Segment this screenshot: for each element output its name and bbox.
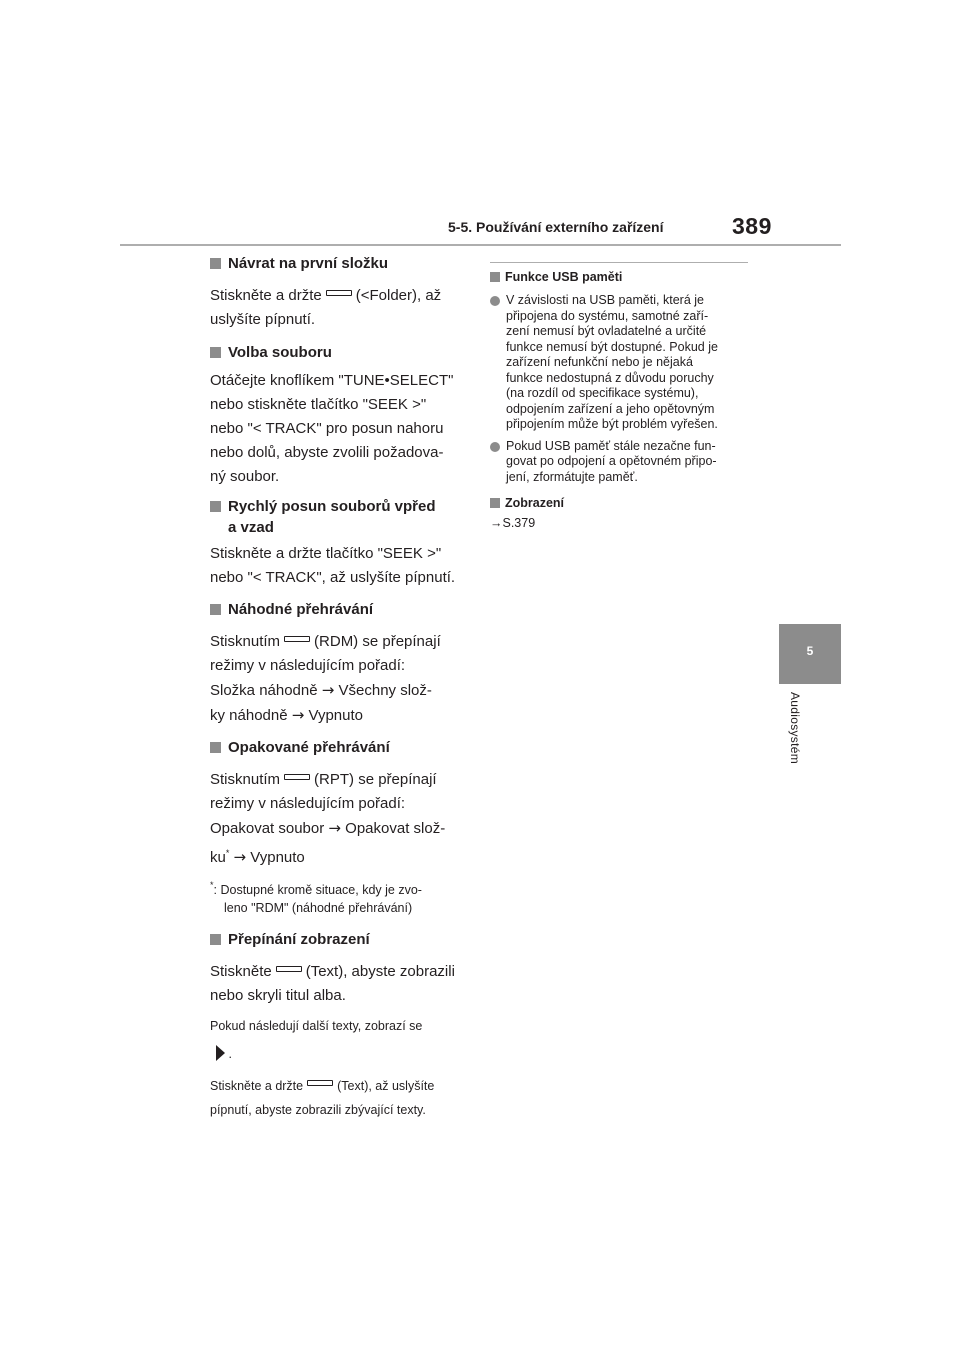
chapter-number: 5: [806, 644, 814, 658]
text-repeat-play: Stisknutím (RPT) se přepínají režimy v následujícím pořadí: Opakovat soubor → Opakovat slož- ku* → Vypnuto: [210, 771, 446, 866]
bullet-usb-compat: V závislosti na USB paměti, která je připojena do systému, samotné zaří- zení nemusí být ovladatelné a určité funkce nemusí být dostupné. Pokud je zařízení nefunkční nebo je nějaká funkce nedostupná z důvodu poruchy (na rozdíl od specifikace systému), odpojením zařízení a jeho opětovným připojením může být problém vyřešen.: [490, 293, 750, 433]
note-hold-text: Stiskněte a držte (Text), až uslyšíte pípnutí, abyste zobrazili zbývající texty.: [210, 1079, 435, 1117]
section-title: 5-5. Používání externího zařízení: [448, 219, 664, 235]
chapter-tab: [779, 624, 841, 684]
bullet-usb-format: Pokud USB paměť stále nezačne fun- govat po odpojení a opětovném připo- jení, zformátujte paměť.: [490, 439, 750, 486]
chapter-label: Audiosystém: [788, 692, 802, 764]
square-bullet-icon: [210, 604, 221, 615]
arrow-icon: →: [321, 681, 335, 699]
text-fast-forward: Stiskněte a držte tlačítko "SEEK >" nebo "< TRACK", až uslyšíte pípnutí.: [210, 545, 456, 586]
circle-bullet-icon: [490, 296, 500, 306]
button-icon: [284, 774, 310, 780]
heading-first-folder: Návrat na první složku: [210, 253, 468, 274]
footnote: *: Dostupné kromě situace, kdy je zvo- leno "RDM" (náhodné přehrávání): [210, 880, 422, 915]
heading-display-switch: Přepínání zobrazení: [210, 929, 468, 950]
page-number: 389: [732, 213, 772, 239]
heading-random-play: Náhodné přehrávání: [210, 599, 468, 620]
square-bullet-icon: [490, 272, 500, 282]
circle-bullet-icon: [490, 442, 500, 452]
text-file-select: Otáčejte knoflíkem "TUNE•SELECT" nebo stiskněte tlačítko "SEEK >" nebo "< TRACK" pro posun nahoru nebo dolů, abyste zvolili požadova- ný soubor.: [210, 372, 454, 485]
heading-file-select: Volba souboru: [210, 342, 468, 363]
page-reference: →S.379: [490, 516, 536, 530]
button-icon: [284, 636, 310, 642]
square-bullet-icon: [210, 501, 221, 512]
square-bullet-icon: [210, 258, 221, 269]
square-bullet-icon: [210, 934, 221, 945]
button-icon: [307, 1080, 333, 1086]
heading-fast-forward: Rychlý posun souborů vpřed a vzad: [210, 496, 468, 538]
text-display-switch: Stiskněte (Text), abyste zobrazili nebo skryli titul alba.: [210, 963, 455, 1004]
heading-usb-function: Funkce USB paměti: [490, 269, 750, 286]
note-display: Pokud následují další texty, zobrazí se .: [210, 1019, 423, 1061]
right-column: [490, 262, 750, 532]
heading-repeat-play: Opakované přehrávání: [210, 737, 468, 758]
button-icon: [276, 966, 302, 972]
info-rule: [490, 262, 748, 263]
text-first-folder: Stiskněte a držte (<Folder), až uslyšíte pípnutí.: [210, 287, 442, 328]
square-bullet-icon: [490, 498, 500, 508]
button-icon: [326, 290, 352, 296]
left-column: [210, 253, 468, 1122]
square-bullet-icon: [210, 742, 221, 753]
header-rule: [120, 244, 841, 246]
arrow-icon: →: [233, 848, 247, 866]
square-bullet-icon: [210, 347, 221, 358]
text-random-play: Stisknutím (RDM) se přepínají režimy v následujícím pořadí: Složka náhodně → Všechny slož- ky náhodně → Vypnuto: [210, 633, 441, 724]
arrow-icon: →: [291, 706, 305, 724]
play-arrow-icon: [216, 1045, 225, 1061]
arrow-icon: →: [328, 819, 341, 837]
heading-display: Zobrazení: [490, 495, 750, 512]
